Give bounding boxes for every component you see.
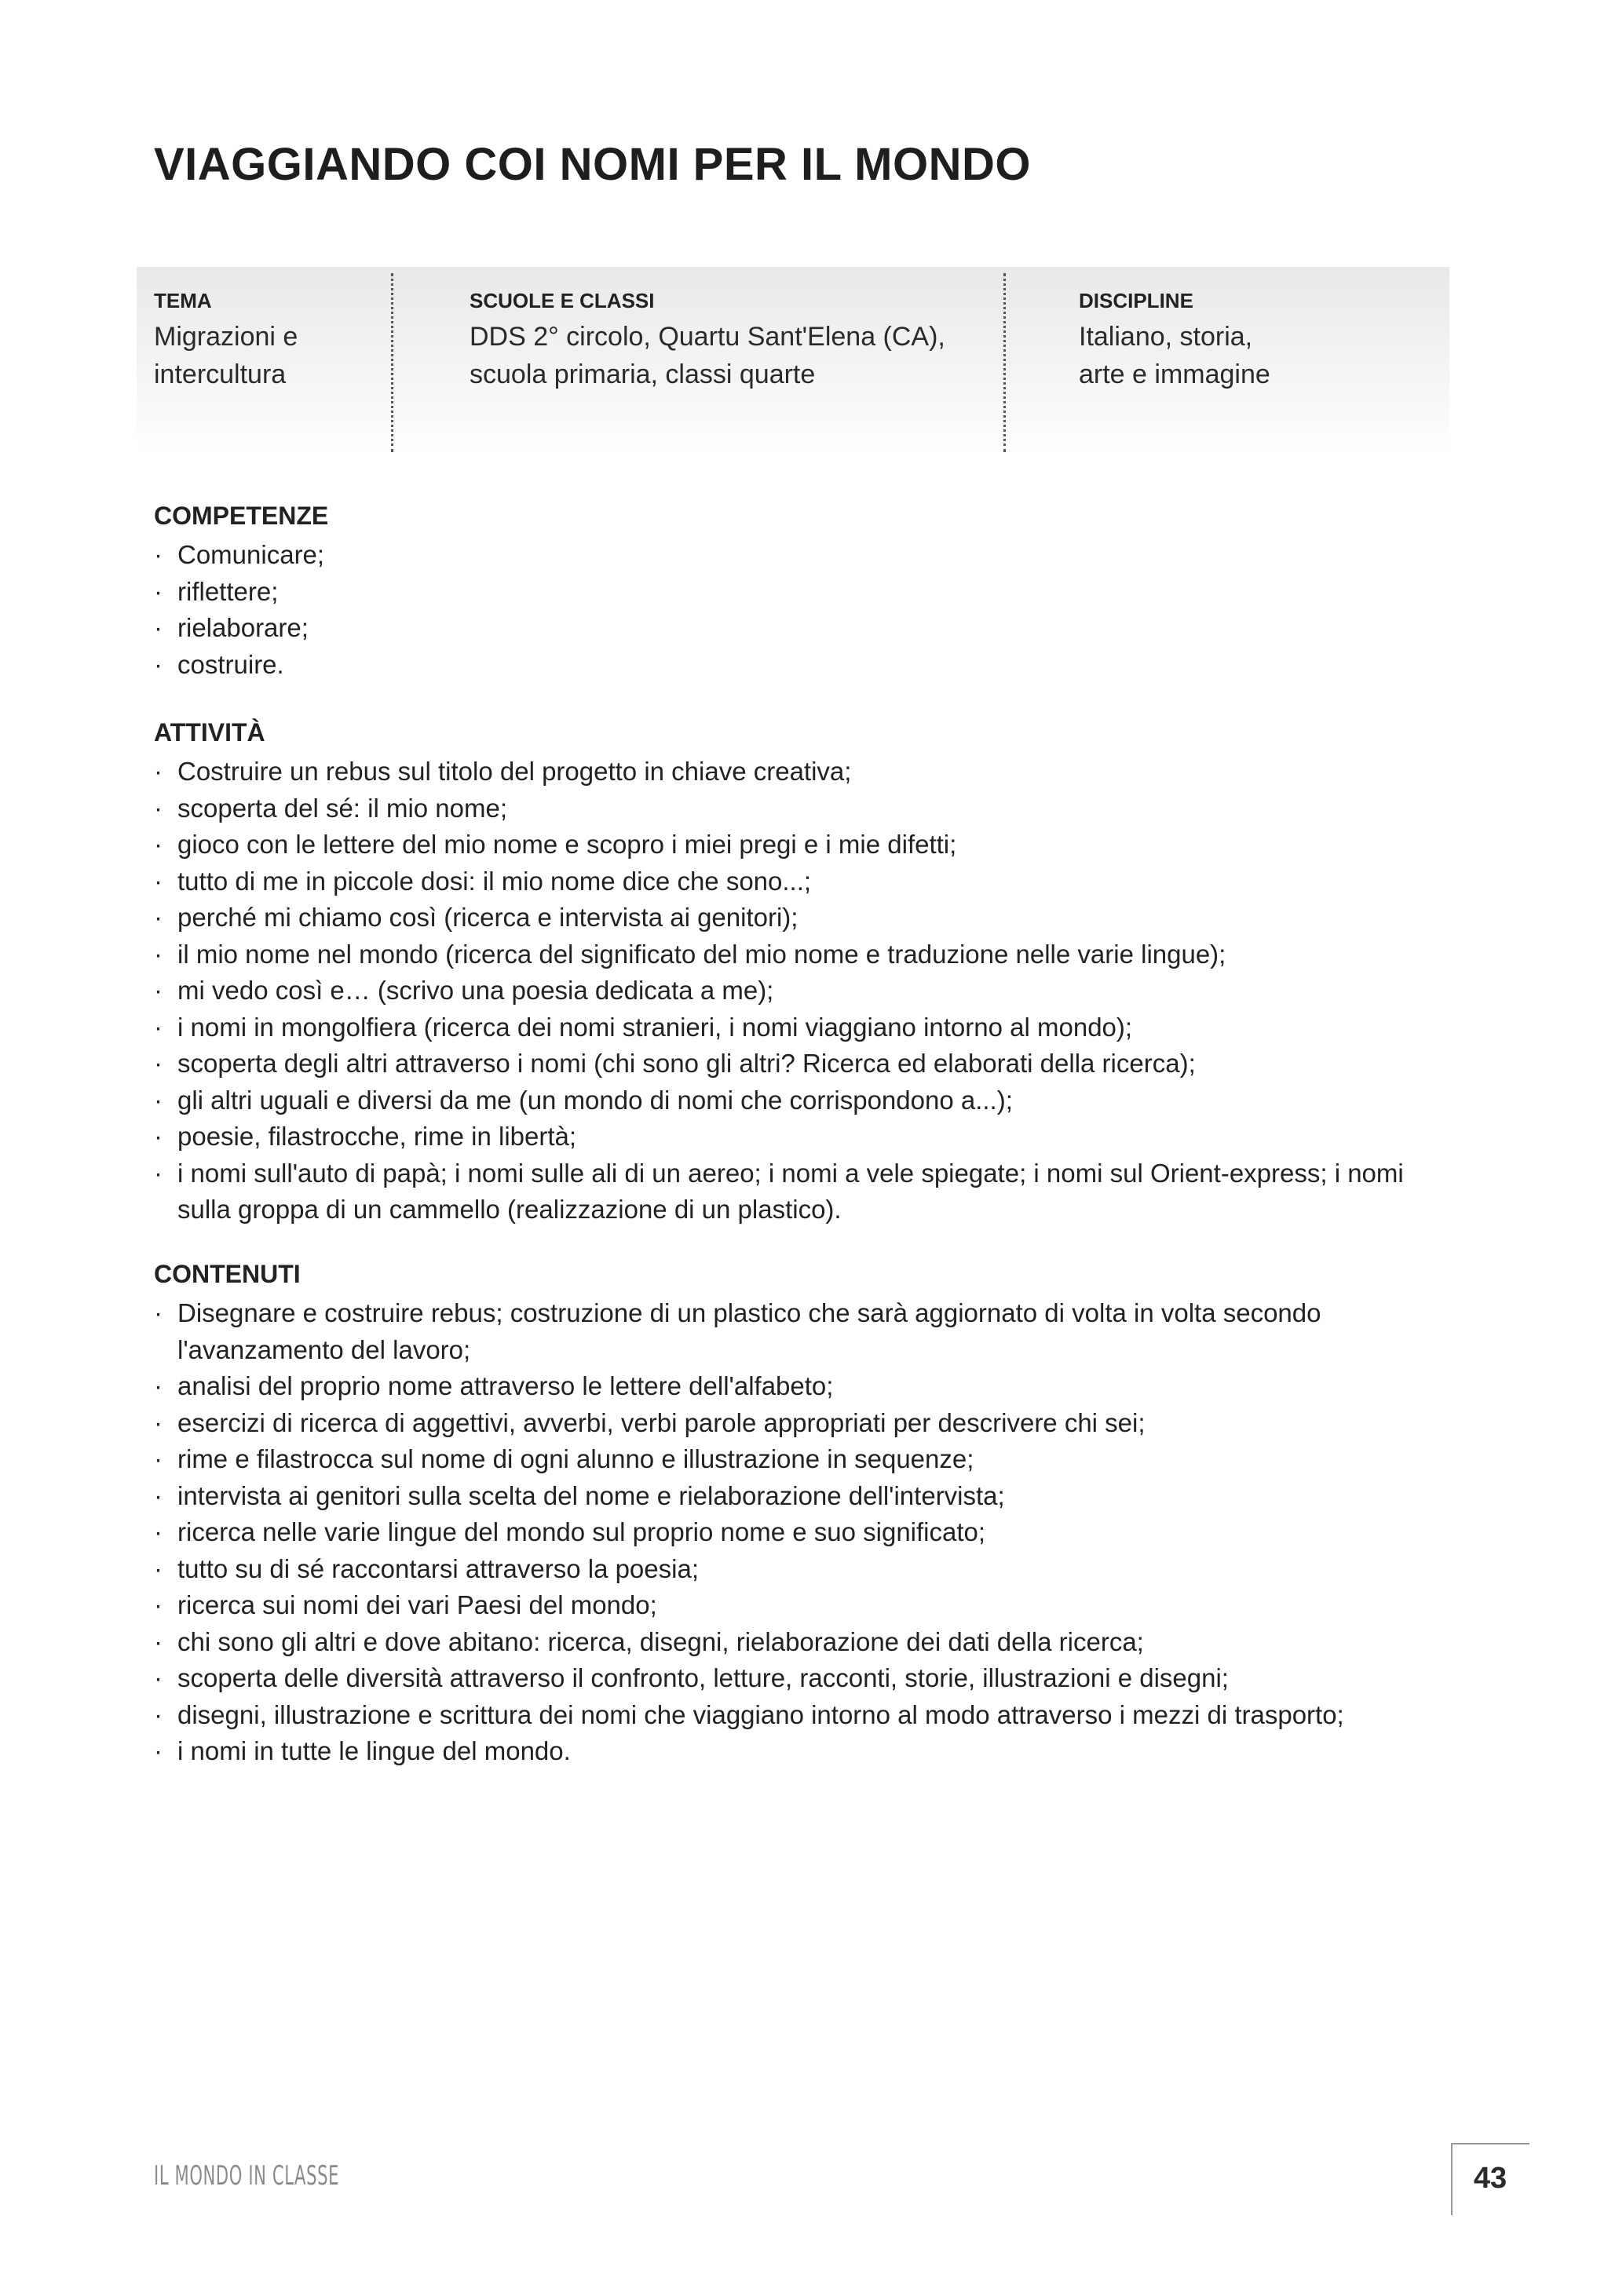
list-item: · riflettere;	[154, 574, 1442, 611]
info-tema-line: Migrazioni e	[154, 322, 298, 352]
list-item: · poesie, filastrocche, rime in libertà;	[154, 1119, 1442, 1155]
competenze-heading: COMPETENZE	[154, 502, 329, 530]
info-scuole-line: scuola primaria, classi quarte	[470, 360, 816, 389]
dotted-divider	[1003, 273, 1006, 452]
list-item: · scoperta degli altri attraverso i nomi (chi sono gli altri? Ricerca ed elaborati della ricerca);	[154, 1046, 1442, 1082]
page-number: 43	[1473, 2162, 1508, 2195]
info-scuole-line: DDS 2° circolo, Quartu Sant'Elena (CA),	[470, 322, 945, 352]
list-item: · gli altri uguali e diversi da me (un mondo di nomi che corrispondono a...);	[154, 1082, 1442, 1119]
info-scuole-value	[470, 318, 1019, 393]
info-tema-label: TEMA	[154, 289, 212, 312]
footer-publication-name: IL MONDO IN CLASSE	[154, 2160, 340, 2192]
list-item: · chi sono gli altri e dove abitano: ricerca, disegni, rielaborazione dei dati della ricerca;	[154, 1624, 1442, 1661]
list-item: · tutto di me in piccole dosi: il mio nome dice che sono...;	[154, 863, 1442, 900]
list-item: · perché mi chiamo così (ricerca e intervista ai genitori);	[154, 900, 1442, 936]
list-item: · rime e filastrocca sul nome di ogni alunno e illustrazione in sequenze;	[154, 1441, 1442, 1478]
page-title: VIAGGIANDO COI NOMI PER IL MONDO	[154, 139, 1031, 190]
list-item: · i nomi sull'auto di papà; i nomi sulle ali di un aereo; i nomi a vele spiegate; i nomi sul Orient-express; i nomi sulla groppa di un cammello (realizzazione di un plastico).	[154, 1155, 1442, 1228]
list-item: · scoperta delle diversità attraverso il confronto, letture, racconti, storie, illustrazioni e disegni;	[154, 1660, 1442, 1697]
info-scuole	[470, 289, 1019, 393]
competenze-list	[154, 537, 1442, 683]
list-item: · il mio nome nel mondo (ricerca del significato del mio nome e traduzione nelle varie lingue);	[154, 936, 1442, 973]
list-item: · analisi del proprio nome attraverso le lettere dell'alfabeto;	[154, 1368, 1442, 1405]
info-scuole-label: SCUOLE E CLASSI	[470, 289, 655, 312]
list-item: · Costruire un rebus sul titolo del progetto in chiave creativa;	[154, 754, 1442, 790]
competenze-section	[154, 498, 1442, 683]
info-discipline-value	[1079, 318, 1424, 393]
list-item: · rielaborare;	[154, 610, 1442, 647]
list-item: · scoperta del sé: il mio nome;	[154, 790, 1442, 827]
info-discipline-line: arte e immagine	[1079, 360, 1270, 389]
info-discipline	[1079, 289, 1424, 393]
contenuti-list	[154, 1295, 1442, 1770]
list-item: · i nomi in mongolfiera (ricerca dei nomi stranieri, i nomi viaggiano intorno al mondo);	[154, 1009, 1442, 1046]
list-item: · Comunicare;	[154, 537, 1442, 574]
list-item: · mi vedo così e… (scrivo una poesia dedicata a me);	[154, 973, 1442, 1009]
info-discipline-line: Italiano, storia,	[1079, 322, 1253, 352]
project-info-box	[137, 267, 1449, 455]
attivita-list	[154, 754, 1442, 1228]
list-item: · tutto su di sé raccontarsi attraverso la poesia;	[154, 1551, 1442, 1588]
list-item: · esercizi di ricerca di aggettivi, avverbi, verbi parole appropriati per descrivere chi sei;	[154, 1405, 1442, 1442]
dotted-divider	[391, 273, 393, 452]
list-item: · ricerca nelle varie lingue del mondo sul proprio nome e suo significato;	[154, 1514, 1442, 1551]
list-item: · i nomi in tutte le lingue del mondo.	[154, 1733, 1442, 1770]
contenuti-heading: CONTENUTI	[154, 1260, 301, 1288]
list-item: · disegni, illustrazione e scrittura dei nomi che viaggiano intorno al modo attraverso i mezzi di trasporto;	[154, 1697, 1442, 1734]
attivita-heading: ATTIVITÀ	[154, 718, 265, 746]
info-discipline-label: DISCIPLINE	[1079, 289, 1193, 312]
info-tema-line: intercultura	[154, 360, 287, 389]
list-item: · intervista ai genitori sulla scelta del nome e rielaborazione dell'intervista;	[154, 1478, 1442, 1515]
contenuti-section	[154, 1256, 1442, 1770]
attivita-section	[154, 714, 1442, 1228]
list-item: · costruire.	[154, 647, 1442, 684]
list-item: · ricerca sui nomi dei vari Paesi del mondo;	[154, 1587, 1442, 1624]
list-item: · gioco con le lettere del mio nome e scopro i miei pregi e i mie difetti;	[154, 827, 1442, 863]
info-tema-value	[154, 318, 389, 393]
info-tema	[154, 289, 389, 393]
page-number-box	[1451, 2143, 1529, 2215]
list-item: · Disegnare e costruire rebus; costruzione di un plastico che sarà aggiornato di volta in volta secondo l'avanzamento del lavoro;	[154, 1295, 1442, 1368]
